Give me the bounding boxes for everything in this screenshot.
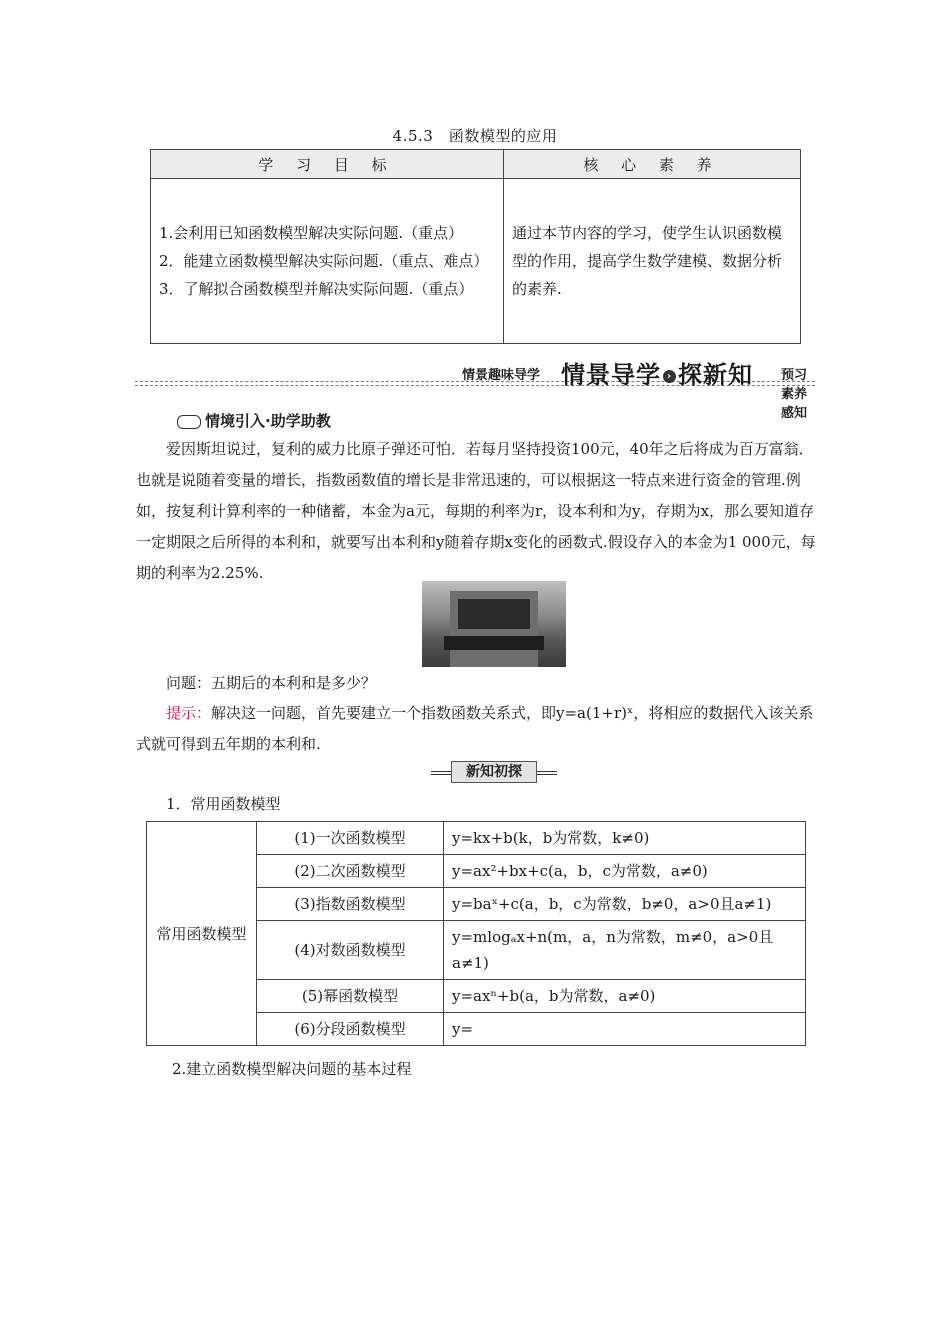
model-formula: y= [444, 1013, 806, 1046]
new-knowledge-label [431, 761, 557, 783]
banner-title [561, 355, 753, 390]
model-formula: y=axⁿ+b(a，b为常数，a≠0) [444, 980, 806, 1013]
item-2-heading: 2.建立函数模型解决问题的基本过程 [172, 1060, 412, 1078]
banner-left-label: 情景趣味导学 [462, 368, 541, 383]
question-text: 问题：五期后的本利和是多少？ [166, 674, 377, 692]
goals-cell [151, 179, 504, 344]
page-title: 4.5.3 函数模型的应用 [392, 127, 558, 145]
model-name: (2)二次函数模型 [257, 855, 444, 888]
hint-label: 提示： [166, 704, 212, 722]
hint-paragraph [136, 698, 816, 760]
model-formula: y=kx+b(k，b为常数，k≠0) [444, 822, 806, 855]
bank-sign [444, 636, 544, 650]
intro-paragraph: 爱因斯坦说过，复利的威力比原子弹还可怕．若每月坚持投资100元，40年之后将成为百万富翁．也就是说随着变量的增长，指数函数值的增长是非常迅速的，可以根据这一特点来进行资金的管理.例如，按复利计算利率的一种储蓄，本金为a元，每期的利率为r，设本利和为y，存期为x，那么要知道存一定期限之后所得的本利和，就要写出本利和y随着存期x变化的函数式.假设存入的本金为1 000元，每期的利率为2.25%. [136, 440, 816, 582]
building-windows [458, 599, 530, 629]
model-name: (4)对数函数模型 [257, 921, 444, 980]
situation-heading [177, 410, 331, 431]
situation-heading-text: 情境引入·助学助教 [205, 412, 331, 430]
category-cell: 常用函数模型 [147, 822, 257, 1046]
model-name: (3)指数函数模型 [257, 888, 444, 921]
goal-item: 3．了解拟合函数模型并解决实际问题.（重点） [159, 280, 474, 298]
goal-item: 2．能建立函数模型解决实际问题.（重点、难点） [159, 252, 489, 270]
hint-text: 解决这一问题，首先要建立一个指数函数关系式，即y=a(1+r)ˣ，将相应的数据代入该关系式就可得到五年期的本利和. [136, 704, 814, 753]
model-name: (1)一次函数模型 [257, 822, 444, 855]
core-text: 通过本节内容的学习，使学生认识函数模型的作用，提高学生数学建模、数据分析的素养. [512, 224, 783, 298]
banner-title-b: 探新知 [678, 361, 753, 389]
model-formula: y=baˣ+c(a，b，c为常数，b≠0，a>0且a≠1) [444, 888, 806, 921]
core-cell [504, 179, 801, 344]
goal-item: 1.会利用已知函数模型解决实际问题.（重点） [159, 224, 464, 242]
banner-title-a: 情景导学 [561, 361, 661, 389]
arrow-icon: › [663, 370, 676, 383]
core-header: 核 心 素 养 [504, 150, 801, 179]
model-name: (6)分段函数模型 [257, 1013, 444, 1046]
banner-right-label: 预习素养感知 [781, 368, 808, 421]
goals-header: 学 习 目 标 [151, 150, 504, 179]
model-formula: y=ax²+bx+c(a，b，c为常数，a≠0) [444, 855, 806, 888]
new-knowledge-text: 新知初探 [451, 761, 537, 783]
model-name: (5)幂函数模型 [257, 980, 444, 1013]
function-models-table [146, 821, 806, 1046]
bank-building-photo [422, 581, 566, 667]
learning-goals-table [150, 149, 801, 344]
pointing-hand-icon [177, 415, 201, 429]
item-1-heading: 1．常用函数模型 [166, 795, 281, 813]
model-formula: y=mlogₐx+n(m，a，n为常数，m≠0，a>0且a≠1) [444, 921, 806, 980]
